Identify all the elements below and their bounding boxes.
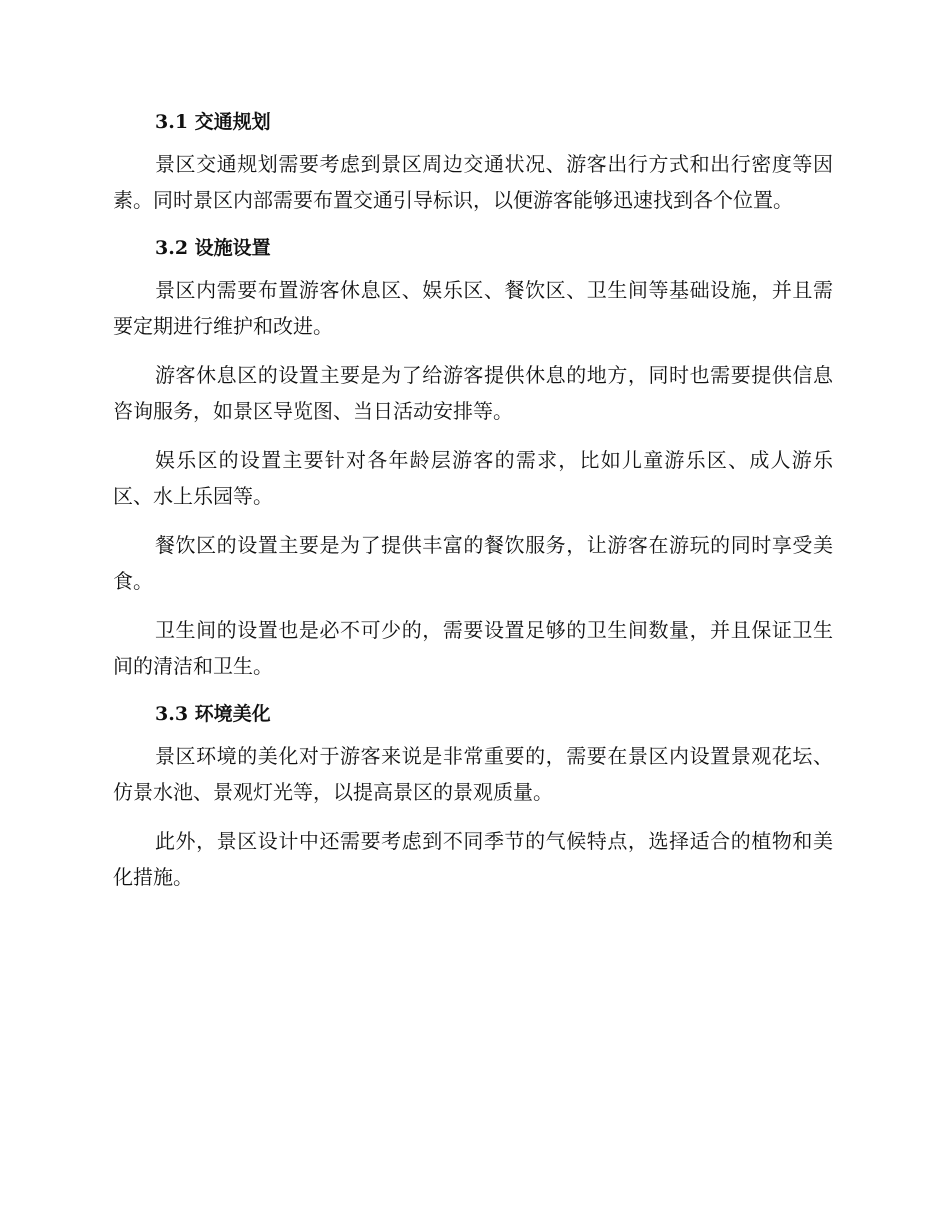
section-heading: 3.2 设施设置 bbox=[155, 237, 271, 259]
paragraph: 娱乐区的设置主要针对各年龄层游客的需求，比如儿童游乐区、成人游乐区、水上乐园等。 bbox=[113, 448, 833, 508]
paragraph: 景区交通规划需要考虑到景区周边交通状况、游客出行方式和出行密度等因素。同时景区内部需要布置交通引导标识，以便游客能够迅速找到各个位置。 bbox=[113, 152, 833, 212]
section-traffic-planning bbox=[113, 105, 833, 218]
paragraph: 游客休息区的设置主要是为了给游客提供休息的地方，同时也需要提供信息咨询服务，如景区导览图、当日活动安排等。 bbox=[113, 363, 833, 423]
section-facility-setup bbox=[113, 231, 833, 684]
paragraph: 餐饮区的设置主要是为了提供丰富的餐饮服务，让游客在游玩的同时享受美食。 bbox=[113, 533, 833, 593]
paragraph: 景区内需要布置游客休息区、娱乐区、餐饮区、卫生间等基础设施，并且需要定期进行维护和改进。 bbox=[113, 278, 833, 338]
section-heading: 3.1 交通规划 bbox=[155, 111, 271, 133]
section-heading: 3.3 环境美化 bbox=[155, 703, 271, 725]
paragraph: 此外，景区设计中还需要考虑到不同季节的气候特点，选择适合的植物和美化措施。 bbox=[113, 829, 833, 889]
paragraph: 卫生间的设置也是必不可少的，需要设置足够的卫生间数量，并且保证卫生间的清洁和卫生。 bbox=[113, 618, 833, 678]
paragraph: 景区环境的美化对于游客来说是非常重要的，需要在景区内设置景观花坛、仿景水池、景观灯光等，以提高景区的景观质量。 bbox=[113, 744, 833, 804]
section-environment-beautification bbox=[113, 697, 833, 895]
document-page bbox=[113, 105, 833, 908]
